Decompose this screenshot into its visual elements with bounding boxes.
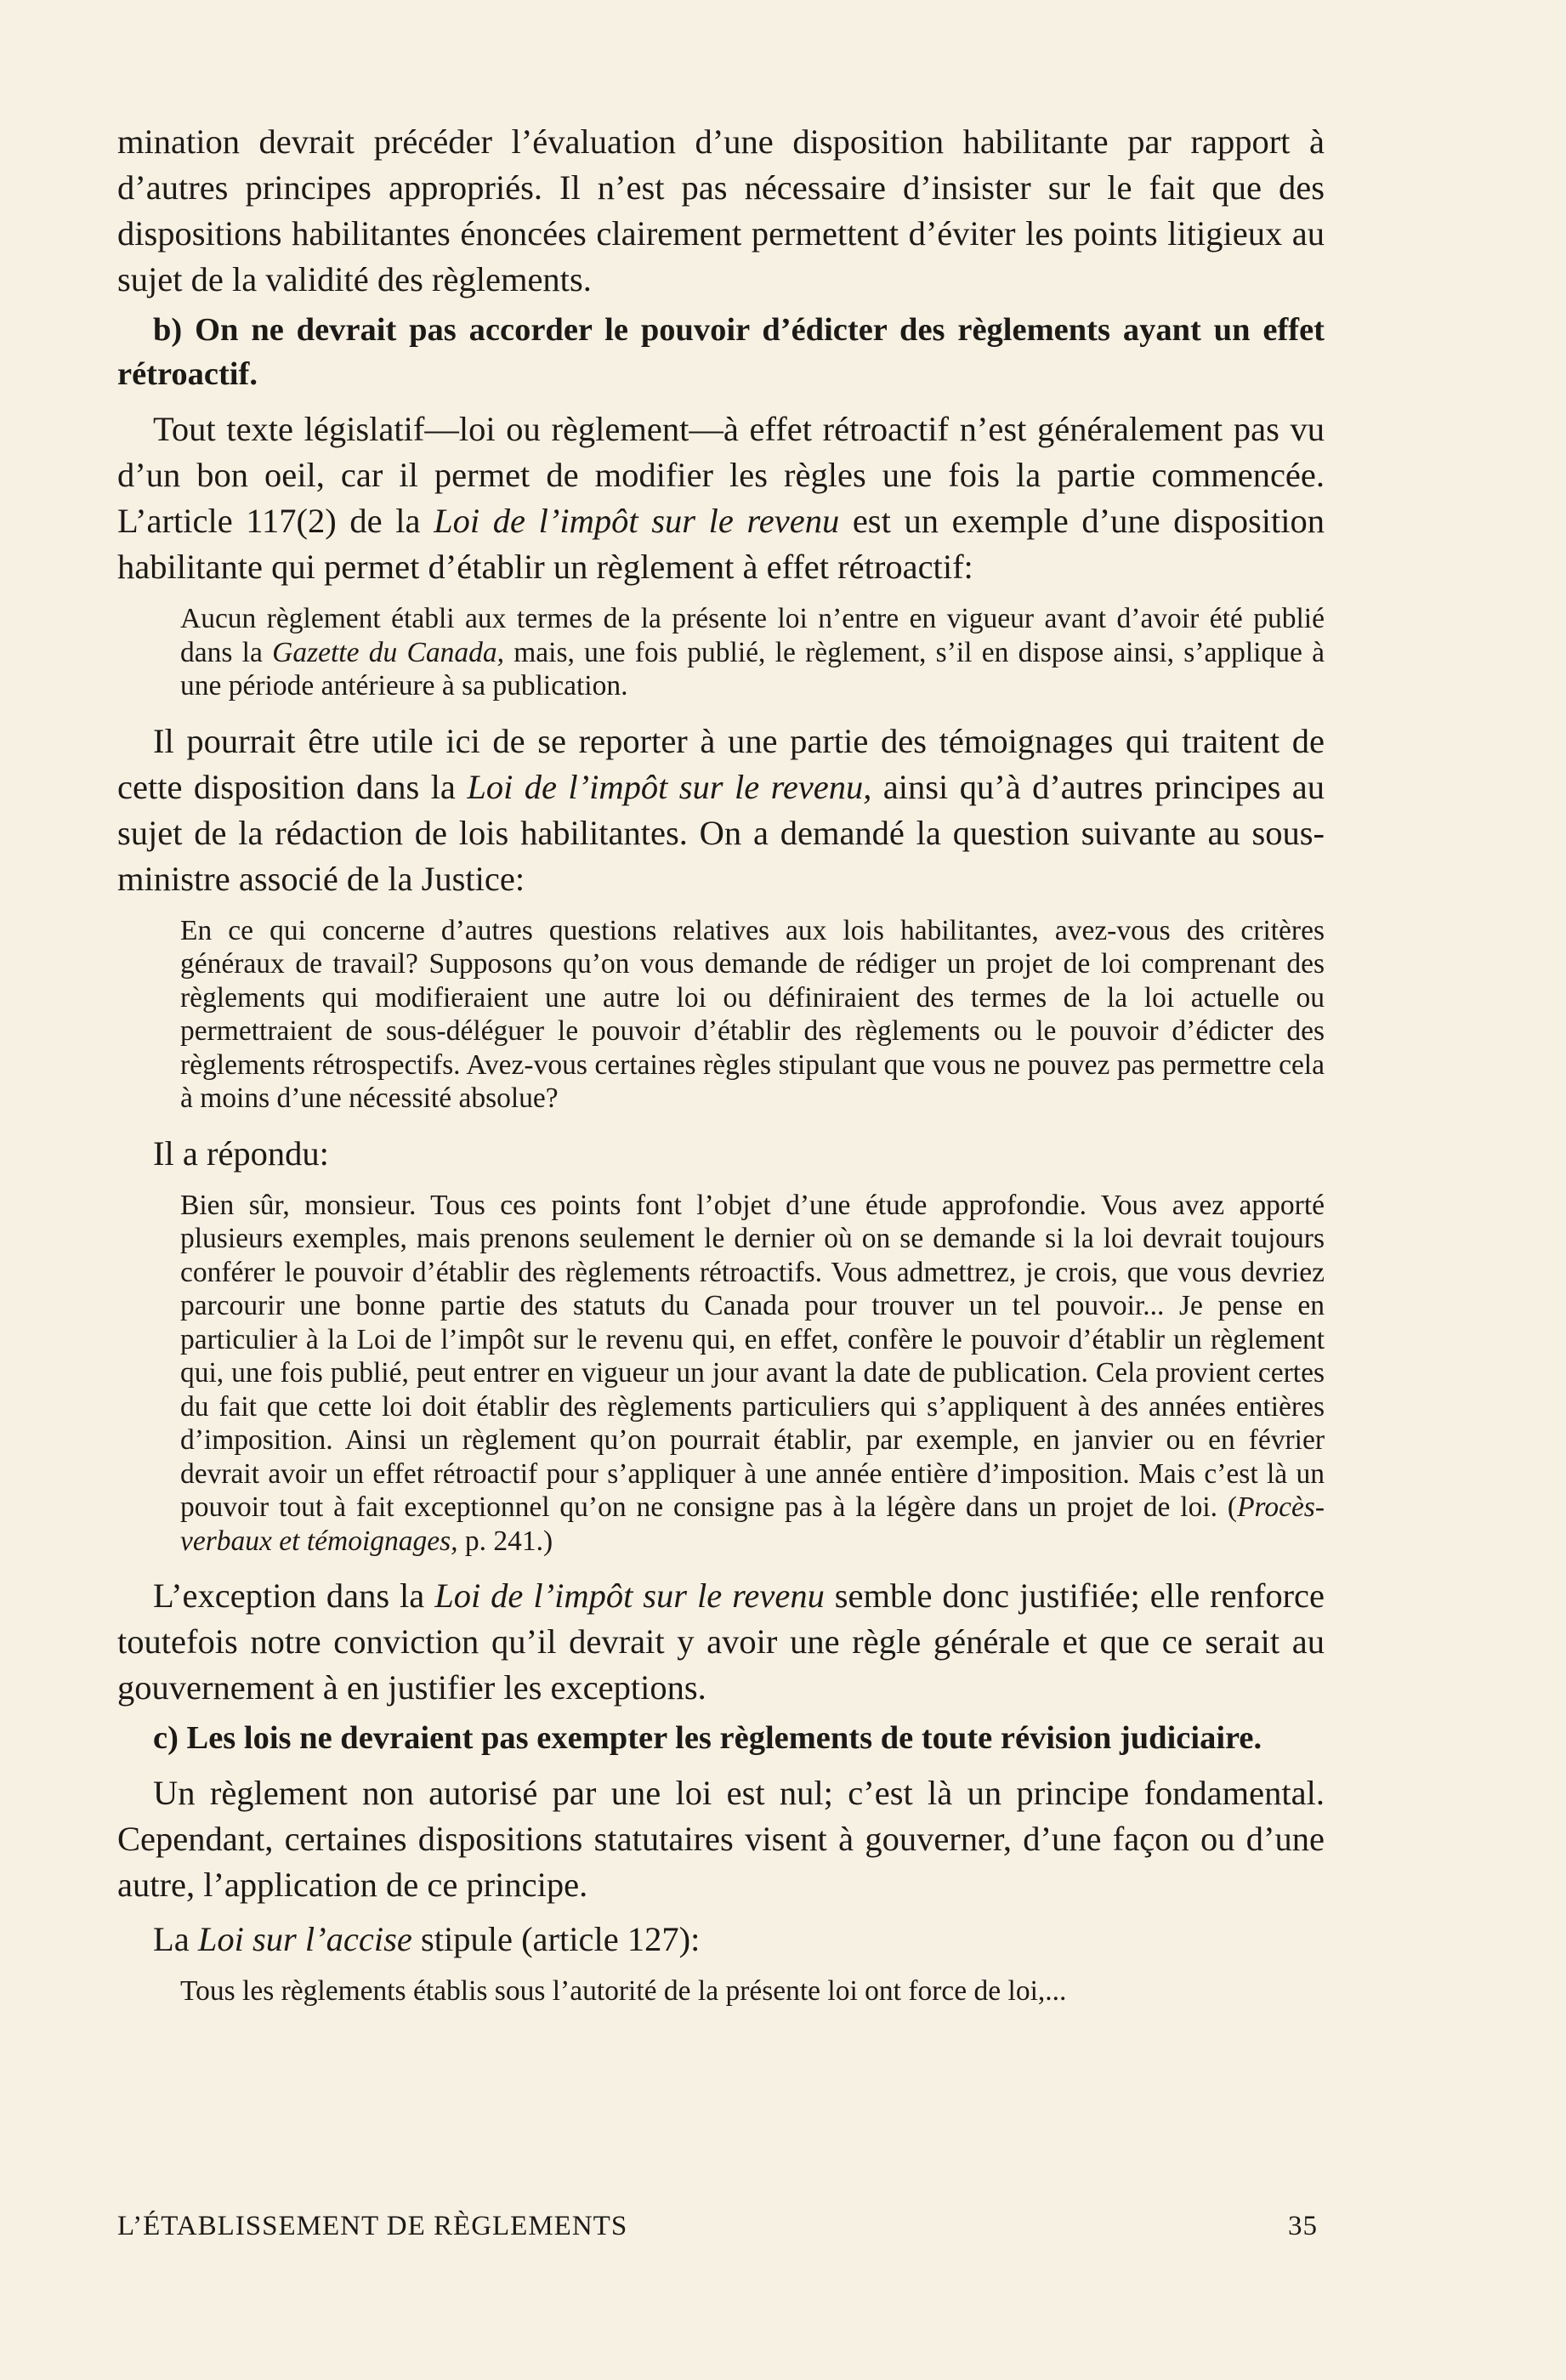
paragraph-exception: L’exception dans la Loi de l’impôt sur le revenu semble donc justifiée; elle renforce toutefois notre conviction qu’il devrait y avoir une règle générale et que ce serait au gouvernement à en justifier les exceptions. xyxy=(117,1576,1325,1707)
paragraph-void-regulation: Un règlement non autorisé par une loi est nul; c’est là un principe fondamental. Cependant, certaines dispositions statutaires visent à gouverner, d’une façon ou d’une autre, l’application de ce principe. xyxy=(117,1774,1325,1904)
page-body xyxy=(117,119,1325,2008)
running-footer-title: L’ÉTABLISSEMENT DE RÈGLEMENTS xyxy=(117,2211,628,2241)
quote-answer: Bien sûr, monsieur. Tous ces points font l’objet d’une étude approfondie. Vous avez apporté plusieurs exemples, mais prenons seulement le dernier où on se demande si la loi devrait toujours conférer le pouvoir d’établir des règlements rétroactifs. Vous admettrez, je crois, que vous devriez parcourir une bonne partie des statuts du Canada pour trouver un tel pouvoir... Je pense en particulier à la Loi de l’impôt sur le revenu qui, en effet, confère le pouvoir d’établir un règlement qui, une fois publié, peut entrer en vigueur un jour avant la date de publication. Cela provient certes du fait que cette loi doit établir des règlements particuliers qui s’appliquent à des années entières d’imposition. Ainsi un règlement qu’on pourrait établir, par exemple, en janvier ou en février devrait avoir un effet rétroactif pour s’appliquer à une année entière d’imposition. Mais c’est là un pouvoir tout à fait exceptionnel qu’on ne consigne pas à la légère dans un projet de loi. (Procès-verbaux et témoignages, p. 241.) xyxy=(180,1189,1325,1557)
quote-excise-article-127: Tous les règlements établis sous l’autorité de la présente loi ont force de loi,... xyxy=(180,1975,1067,2007)
quote-question: En ce qui concerne d’autres questions relatives aux lois habilitantes, avez-vous des critères généraux de travail? Supposons qu’on vous demande de rédiger un projet de loi comprenant des règlements qui modifieraient une autre loi ou définiraient des termes de la loi actuelle ou permettraient de sous-déléguer le pouvoir d’établir des règlements ou le pouvoir d’édicter des règlements rétrospectifs. Avez-vous certaines règles stipulant que vous ne pouvez pas permettre cela à moins d’une nécessité absolue? xyxy=(180,914,1325,1114)
paragraph-excise-act: La Loi sur l’accise stipule (article 127): xyxy=(153,1920,701,1958)
section-heading-c: c) Les lois ne devraient pas exempter les règlements de toute révision judiciaire. xyxy=(153,1720,1262,1756)
paragraph-testimony-intro: Il pourrait être utile ici de se reporter à une partie des témoignages qui traitent de cette disposition dans la Loi de l’impôt sur le revenu, ainsi qu’à d’autres principes au sujet de la rédaction de lois habilitantes. On a demandé la question suivante au sous-ministre associé de la Justice: xyxy=(117,721,1325,898)
paragraph-answer-intro: Il a répondu: xyxy=(153,1133,329,1173)
page-number: 35 xyxy=(1288,2211,1318,2241)
page-footer xyxy=(117,2211,1318,2242)
quote-income-tax-117-2: Aucun règlement établi aux termes de la présente loi n’entre en vigueur avant d’avoir été publié dans la Gazette du Canada, mais, une fois publié, le règlement, s’il en dispose ainsi, s’applique à une période antérieure à sa publication. xyxy=(180,603,1325,702)
paragraph-continuation: mination devrait précéder l’évaluation d’une disposition habilitante par rapport à d’autres principes appropriés. Il n’est pas nécessaire d’insister sur le fait que des dispositions habilitantes énoncées clairement permettent d’éviter les points litigieux au sujet de la validité des règlements. xyxy=(117,122,1325,298)
paragraph-retroactive: Tout texte législatif—loi ou règlement—à effet rétroactif n’est généralement pas vu d’un bon oeil, car il permet de modifier les règles une fois la partie commencée. L’article 117(2) de la Loi de l’impôt sur le revenu est un exemple d’une disposition habilitante qui permet d’établir un règlement à effet rétroactif: xyxy=(117,410,1325,586)
section-heading-b: b) On ne devrait pas accorder le pouvoir d’édicter des règlements ayant un effet rétroactif. xyxy=(117,312,1325,392)
